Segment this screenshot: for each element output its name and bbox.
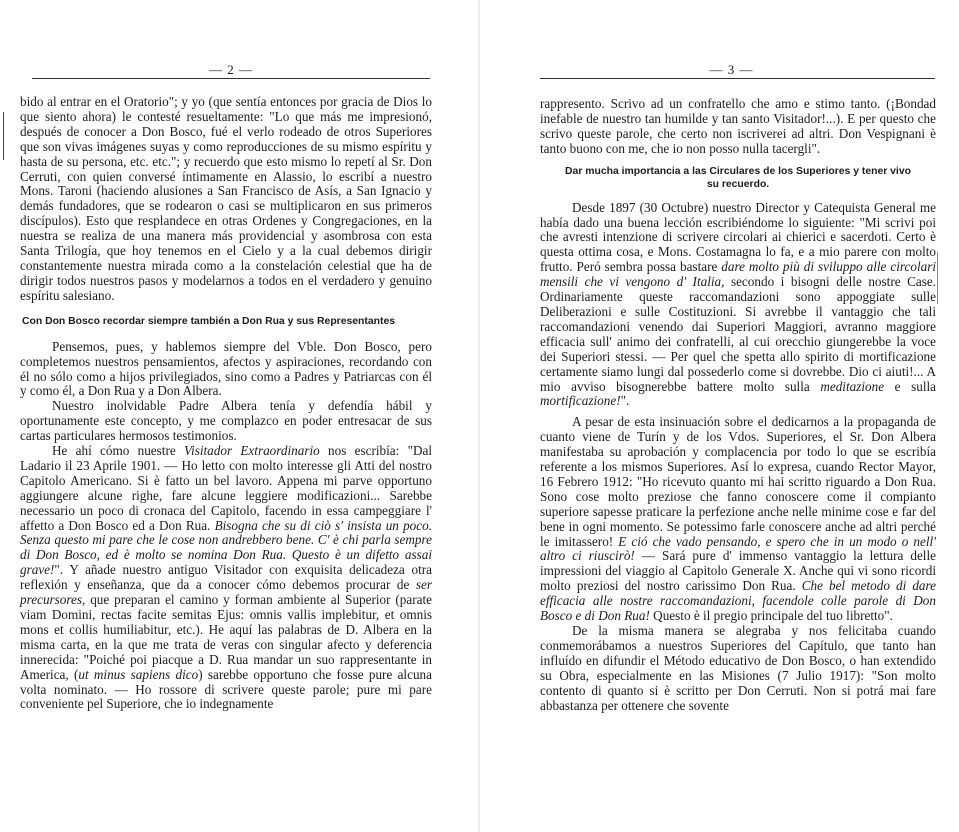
text-run: e sulla xyxy=(884,378,936,394)
text-run: Questo è il pregio principale del tuo libretto". xyxy=(649,608,893,624)
text-run: He ahí cómo nuestre xyxy=(52,443,184,459)
left-paragraph-1: bido al entrar en el Oratorio"; y yo (que sentía entonces por gracia de Dios lo que siento ahora) le contesté resueltamente: "Lo que más me impresionó, después de conocer a Don Bosco, fué el verlo rodeado de otros Superiores que son vivas imágenes suyas y como reproducciones de su mismo espíritu y hasta de su persona, etc. etc."; y recuerdo que esto mismo lo repetí al Sr. Don Cerruti, con quien conversé íntimamente en Alassio, lo escribí a nuestro Mons. Taroni (haciendo alusiones a San Francisco de Asís, a San Ignacio y demás fundadores, que se rodearon o casi se multiplicaron en sus primeros discípulos). Esto que resplandece en otras Ordenes y Congregaciones, en la nuestra se realiza de una manera más providencial y asombrosa con esta Santa Trilogía, que hoy tenemos en el Cielo y a la cual debemos dirigir constantemente nuestra mirada como a la constelación celestial que ha de dirigir todos nuestros pasos y modelarnos a todos en el verdadero y genuino espíritu salesiano. xyxy=(20,94,432,303)
right-paragraph-2 xyxy=(540,201,936,410)
italic-run: dare molto più di sviluppo alle circolari mensili che vi vengono d' Italia, xyxy=(540,259,936,290)
page-number-left: — 2 — xyxy=(209,62,253,77)
right-paragraph-3 xyxy=(540,415,936,624)
left-paragraph-3: Nuestro inolvidable Padre Albera tenía y defendía hábil y oportunamente este concepto, y me complazco en poder entresacar de sus cartas particulares hermosos testimonios. xyxy=(20,398,432,444)
right-column xyxy=(540,97,936,713)
text-run: ". xyxy=(620,393,630,409)
page-number-right: — 3 — xyxy=(709,62,754,77)
right-section-heading: Dar mucha importancia a las Circulares de los Superiores y tener vivo su recuerdo. xyxy=(565,165,911,190)
right-page xyxy=(480,0,959,832)
italic-run: Bisogna che su di ciò s' insista un poco. Senza questo mi pare che le cose non andrebbero bene. C' è chi parla sempre di Don Bosco, ed è molto se nomina Don Rua. Questo è un difetto assai grave! xyxy=(20,517,432,578)
header-rule-right xyxy=(540,78,935,79)
italic-run: ser precursores xyxy=(20,577,432,608)
text-run: Desde 1897 (30 Octubre) nuestro Director y Catequista General me había dado una buena lección escribiéndome lo siguiente: "Mi scrivi poi che avresti intenzione di scrivere circolari ai chierici e sacerdoti. Certo è questa ottima cosa, e Mons. Costamagna lo fa, e a mio parere con molto frutto. Peró sembra possa bastare xyxy=(540,199,936,275)
text-run: ) sarebbe opportuno che fosse pure alcuna volta nominato. — Ho rossore di scrivere queste parole; pure mi pare conveniente pel Superiore, che io indegnamente xyxy=(20,666,432,712)
italic-run: mortificazione! xyxy=(540,393,621,409)
italic-run: meditazione xyxy=(820,378,885,394)
right-paragraph-4: De la misma manera se alegraba y nos felicitaba cuando conmemorábamos a nuestros Superiores del Capítulo, que tanto han influído en difundir el Método educativo de Don Bosco, o han extendido su Obra, especialmente en las Misiones (7 Julio 1917): "Son molto contento di quanto si è scritto per Don Cerruti. Non si potrá mai fare abbastanza per ottenere che sovente xyxy=(540,623,936,713)
italic-run: Visitador Extraordinario xyxy=(183,443,320,459)
text-run: — Sará pure d' immenso vantaggio la lettura delle impressioni del viaggio al Capitolo Generale X. Anche qui vi sono ricordi molto preziosi del nostro carissimo Don Rua. xyxy=(540,548,936,594)
text-run: secondo i bisogni delle nostre Case. Ordinariamente queste raccomandazioni sono appoggiate sulle Deliberazioni e sulle Costituzioni. Si avrebbe il vantaggio che tali raccomandazioni venendo dai Superiori Maggiori, avranno maggiore efficacia sull' animo dei confratelli, al cui orecchio giungerebbe la voce dei Superiori stessi. — Per quel che spetta allo spirito di mortificazione certamente siamo lungi dal possederlo come si dovrebbe. Dio ci aiuti!... A mio avviso bisognerebbe battere molto sulla xyxy=(540,274,937,394)
left-page xyxy=(0,0,478,832)
italic-run: E ció che vado pensando, e spero che in un modo o nell' altro ci riuscirò! xyxy=(540,533,936,564)
text-run: ". Y añade nuestro antiguo Visitador con exquisita delicadeza otra reflexión y enseñanza, que da a conocer cómo debemos procurar de xyxy=(20,562,432,593)
text-run: , que preparan el camino y forman ambiente al Superior (parate viam Domini, rectas facite semitas Ejus: omnis vallis implebitur, et omnis mons et collis humiliabitur, etc.). He aquí las palabras de D. Albera en la misma carta, en la que me trata de veras con singular afecto y deferencia innerecida: "Poiché poi piacque a D. Rua mandar un suo rappresentante in America, ( xyxy=(20,592,432,682)
header-rule-left xyxy=(32,78,430,79)
text-run: A pesar de esta insinuación sobre el dedicarnos a la propaganda de cuanto viene de Turín y de los Vdos. Superiores, el Sr. Don Albera manifestaba su aprobación y complacencia por todo lo que se escribía referente a los mismos Superiores. Así lo expresa, cuando Rector Mayor, 16 Febrero 1912: "Ho ricevuto quanto mi hai scritto riguardo a Don Rua. Sono cose molto preziose che fanno conoscere come il compianto superiore sapesse praticare la perfezione anche nelle minime cose e far del bene in ogni momento. Se potessimo farle conoscere anche ad altri perché le imitassero! xyxy=(540,414,936,549)
left-section-heading: Con Don Bosco recordar siempre también a Don Rua y sus Representantes xyxy=(22,315,396,327)
italic-run: Che bel metodo di dare efficacia alle nostre raccomandazioni, facendole colle parole di Don Bosco e di Don Rua! xyxy=(540,578,936,624)
left-paragraph-4 xyxy=(20,444,432,712)
margin-bracket-mark xyxy=(3,112,4,160)
left-paragraph-2: Pensemos, pues, y hablemos siempre del Vble. Don Bosco, pero completemos nuestros pensamientos, afectos y aspiraciones, recordando con él no sólo como a hijos privilegiados, sino como a Padres y Patriarcas con él y como él, a Don Rua y a Don Albera. xyxy=(20,338,432,399)
left-column xyxy=(20,95,432,712)
italic-run: ut minus sapiens dico xyxy=(78,666,199,682)
margin-pencil-mark xyxy=(937,252,938,304)
right-paragraph-1: rappresento. Scrivo ad un confratello che amo e stimo tanto. (¡Bondad inefable de nuestro tan humilde y tan santo Visitador!...). E per questo che scrivo queste parole, che certo non iscriverei ad altri. Don Vespignani è tanto buono con me, che io non posso nulla tacergli". xyxy=(540,96,936,156)
text-run: nos escribía: "Dal Ladario il 23 Aprile 1901. — Ho letto con molto interesse gli Atti del nostro Capitolo Americano. Si è fatto un bel lavoro. Appena mi parve opportuno aggiungere alcune righe, fare alcune leggiere modificazioni... Sarebbe necessario un poco di cronaca del Capitolo, facendo in essa campeggiare l' affetto a Don Bosco ed a Don Rua. xyxy=(20,443,432,533)
